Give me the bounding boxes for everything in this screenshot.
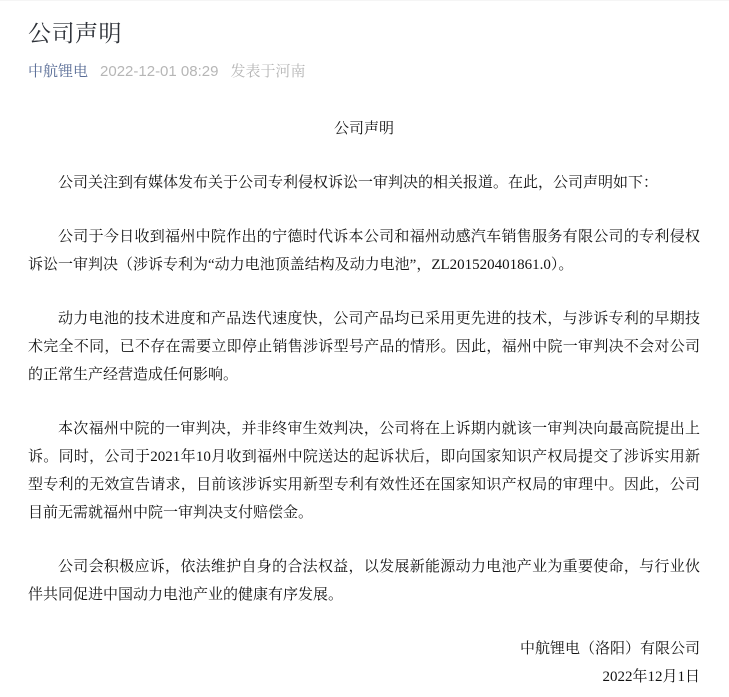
signature-company: 中航锂电（洛阳）有限公司	[519, 641, 700, 657]
statement-paragraph: 公司于今日收到福州中院作出的宁德时代诉本公司和福州动感汽车销售服务有限公司的专利侵权诉讼一审判决（涉诉专利为“动力电池顶盖结构及动力电池”，ZL201520401861.0）。	[28, 229, 700, 273]
statement-paragraph: 公司会积极应诉，依法维护自身的合法权益，以发展新能源动力电池产业为重要使命，与行业伙伴共同促进中国动力电池产业的健康有序发展。	[28, 559, 700, 603]
article-body	[28, 115, 700, 691]
statement-paragraph: 动力电池的技术进度和产品迭代速度快，公司产品均已采用更先进的技术，与涉诉专利的早期技术完全不同，已不存在需要立即停止销售涉诉型号产品的情形。因此，福州中院一审判决不会对公司的正常生产经营造成任何影响。	[28, 311, 700, 383]
statement-title: 公司声明	[333, 121, 394, 137]
byline	[28, 62, 700, 82]
publish-time: 2022-12-01 08:29	[100, 63, 219, 80]
statement-paragraph: 本次福州中院的一审判决，并非终审生效判决，公司将在上诉期内就该一审判决向最高院提出上诉。同时，公司于2021年10月收到福州中院送达的起诉状后，即向国家知识产权局提交了涉诉实用新型专利的无效宣告请求，目前该涉诉实用新型专利有效性还在国家知识产权局的审理中。因此，公司目前无需就福州中院一审判决支付赔偿金。	[28, 421, 700, 521]
signature-date: 2022年12月1日	[602, 669, 700, 685]
author-link[interactable]: 中航锂电	[28, 63, 89, 80]
publish-location: 发表于河南	[230, 63, 306, 80]
statement-paragraph: 公司关注到有媒体发布关于公司专利侵权诉讼一审判决的相关报道。在此，公司声明如下：	[58, 175, 659, 191]
article-title: 公司声明	[28, 20, 122, 46]
signature-block	[28, 635, 700, 691]
